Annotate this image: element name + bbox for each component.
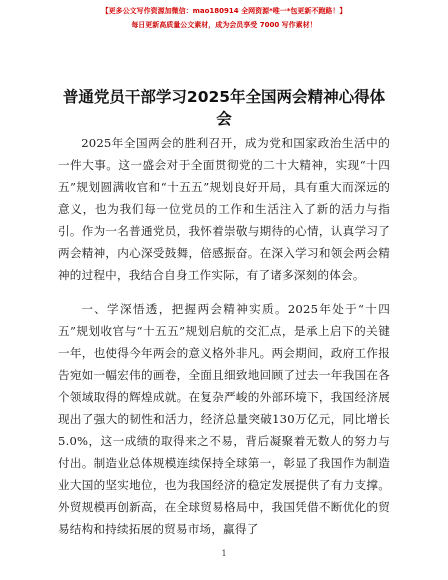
banner-line-2: 每日更新高质量公文素材，成为会员享受 7000 写作素材！ [131, 21, 317, 29]
paragraph-intro: 2025年全国两会的胜利召开，成为党和国家政治生活中的一件大事。这一盛会对于全面贯彻党的二十大精神，实现“十四五”规划圆满收官和“十五五”规划良好开局，具有重大而深远的意义，也为我们每一位党员的工作和生活注入了新的活力与指引。作为一名普通党员，我怀着崇敬与期待的心情，认真学习了两会精神，内心深受鼓舞，倍感振奋。在深入学习和领会两会精神的过程中，我结合自身工作实际，有了诸多深刻的体会。 [58, 136, 390, 282]
document-title: 普通党员干部学习2025年全国两会精神心得体会 [62, 88, 386, 128]
page-number: 1 [221, 549, 227, 558]
paragraph-section-1: 一、学深悟透，把握两会精神实质。2025年处于“十四五”规划收官与“十五五”规划启航的交汇点，是承上启下的关键一年，也使得今年两会的意义格外非凡。两会期间，政府工作报告宛如一幅宏伟的画卷，全面且细致地回顾了过去一年我国在各个领域取得的辉煌成就。在复杂严峻的外部环境下，我国经济展现出了强大的韧性和活力，经济总量突破130万亿元，同比增长5.0%，这一成绩的取得来之不易，背后凝聚着无数人的努力与付出。制造业总体规模连续保持全球第一，彰显了我国作为制造业大国的坚实地位，也为我国经济的稳定发展提供了有力支撑。外贸规模再创新高，在全球贸易格局中，我国凭借不断优化的贸易结构和持续拓展的贸易市场，赢得了 [58, 302, 390, 536]
banner-line-1: 【更多公文写作资源加微信：mao180914 全网资源*唯一*包更新不跑路！】 [101, 7, 347, 15]
header-banner [0, 6, 448, 31]
document-body [58, 132, 390, 550]
